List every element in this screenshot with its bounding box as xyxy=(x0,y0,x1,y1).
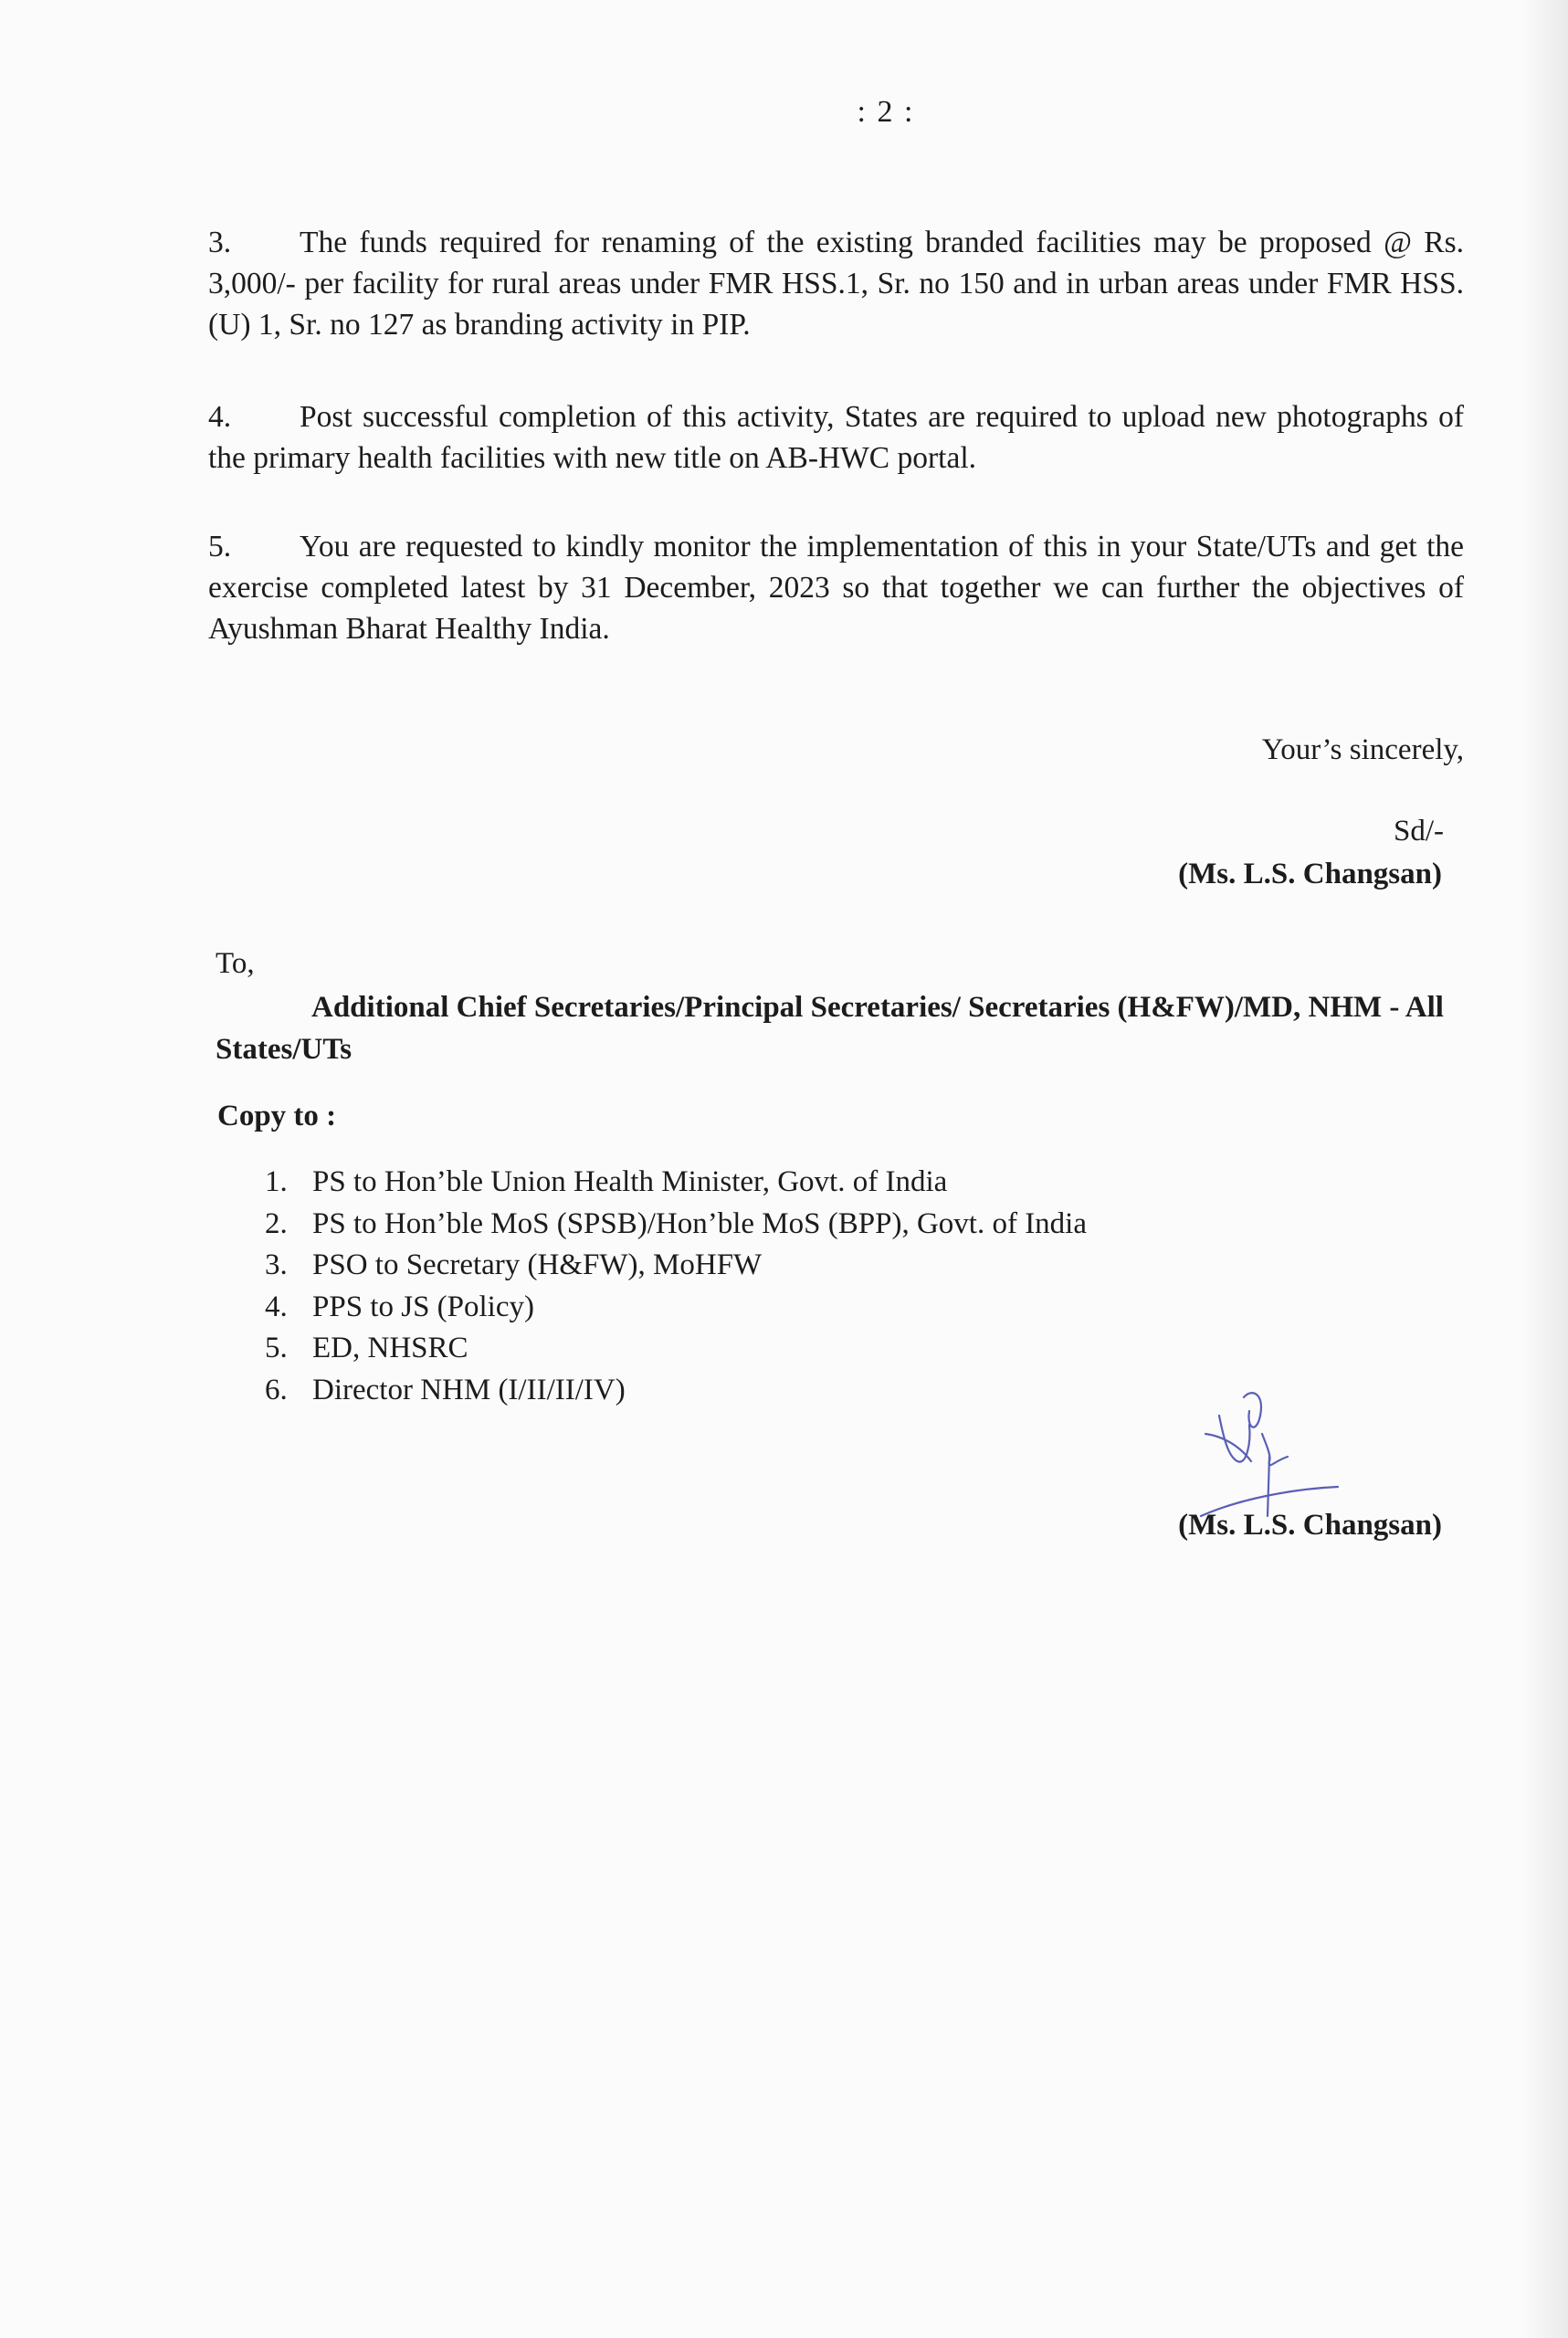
addressee: Additional Chief Secretaries/Principal Secretaries/ Secretaries (H&FW)/MD, NHM - All States/UTs xyxy=(216,991,1444,1066)
paragraph-number: 4. xyxy=(208,400,232,434)
page-number: : 2 : xyxy=(857,95,915,129)
paragraph-text: Post successful completion of this activity, States are required to upload new photographs of the primary health facilities with new title on AB-HWC portal. xyxy=(208,400,1464,475)
paragraph-3 xyxy=(208,222,1464,345)
paragraph-number: 3. xyxy=(208,226,232,259)
recipient-label: To, xyxy=(216,947,255,980)
copy-to-item: 6. Director NHM (I/II/II/IV) xyxy=(265,1373,626,1406)
copy-to-item: 1. PS to Hon’ble Union Health Minister, Govt. of India xyxy=(265,1165,948,1198)
paragraph-5 xyxy=(208,526,1464,649)
signed-mark: Sd/- xyxy=(1393,815,1444,848)
signatory-name: (Ms. L.S. Changsan) xyxy=(1178,858,1442,890)
closing-salutation: Your’s sincerely, xyxy=(1261,733,1464,766)
handwritten-signature xyxy=(1187,1370,1370,1525)
copy-to-item: 5. ED, NHSRC xyxy=(265,1332,468,1364)
paragraph-number: 5. xyxy=(208,530,232,563)
copy-to-item: 3. PSO to Secretary (H&FW), MoHFW xyxy=(265,1248,763,1281)
paragraph-text: The funds required for renaming of the existing branded facilities may be proposed @ Rs. 3,000/- per facility for rural areas under FMR HSS.1, Sr. no 150 and in urban areas under FMR HSS.(U) 1, Sr. no 127 as branding activity in PIP. xyxy=(208,226,1464,342)
copy-to-item: 2. PS to Hon’ble MoS (SPSB)/Hon’ble MoS (BPP), Govt. of India xyxy=(265,1206,1087,1240)
page-edge-shadow xyxy=(1522,0,1568,2338)
copy-to-list xyxy=(265,1162,1087,1411)
paragraph-4 xyxy=(208,396,1464,479)
copy-to-label: Copy to : xyxy=(217,1100,337,1132)
signatory-name-signed: (Ms. L.S. Changsan) xyxy=(1178,1509,1442,1542)
paragraph-text: You are requested to kindly monitor the implementation of this in your State/UTs and get the exercise completed latest by 31 December, 2023 so that together we can further the objectives of Ayushman Bharat Healthy India. xyxy=(208,530,1464,646)
copy-to-item: 4. PPS to JS (Policy) xyxy=(265,1290,534,1323)
